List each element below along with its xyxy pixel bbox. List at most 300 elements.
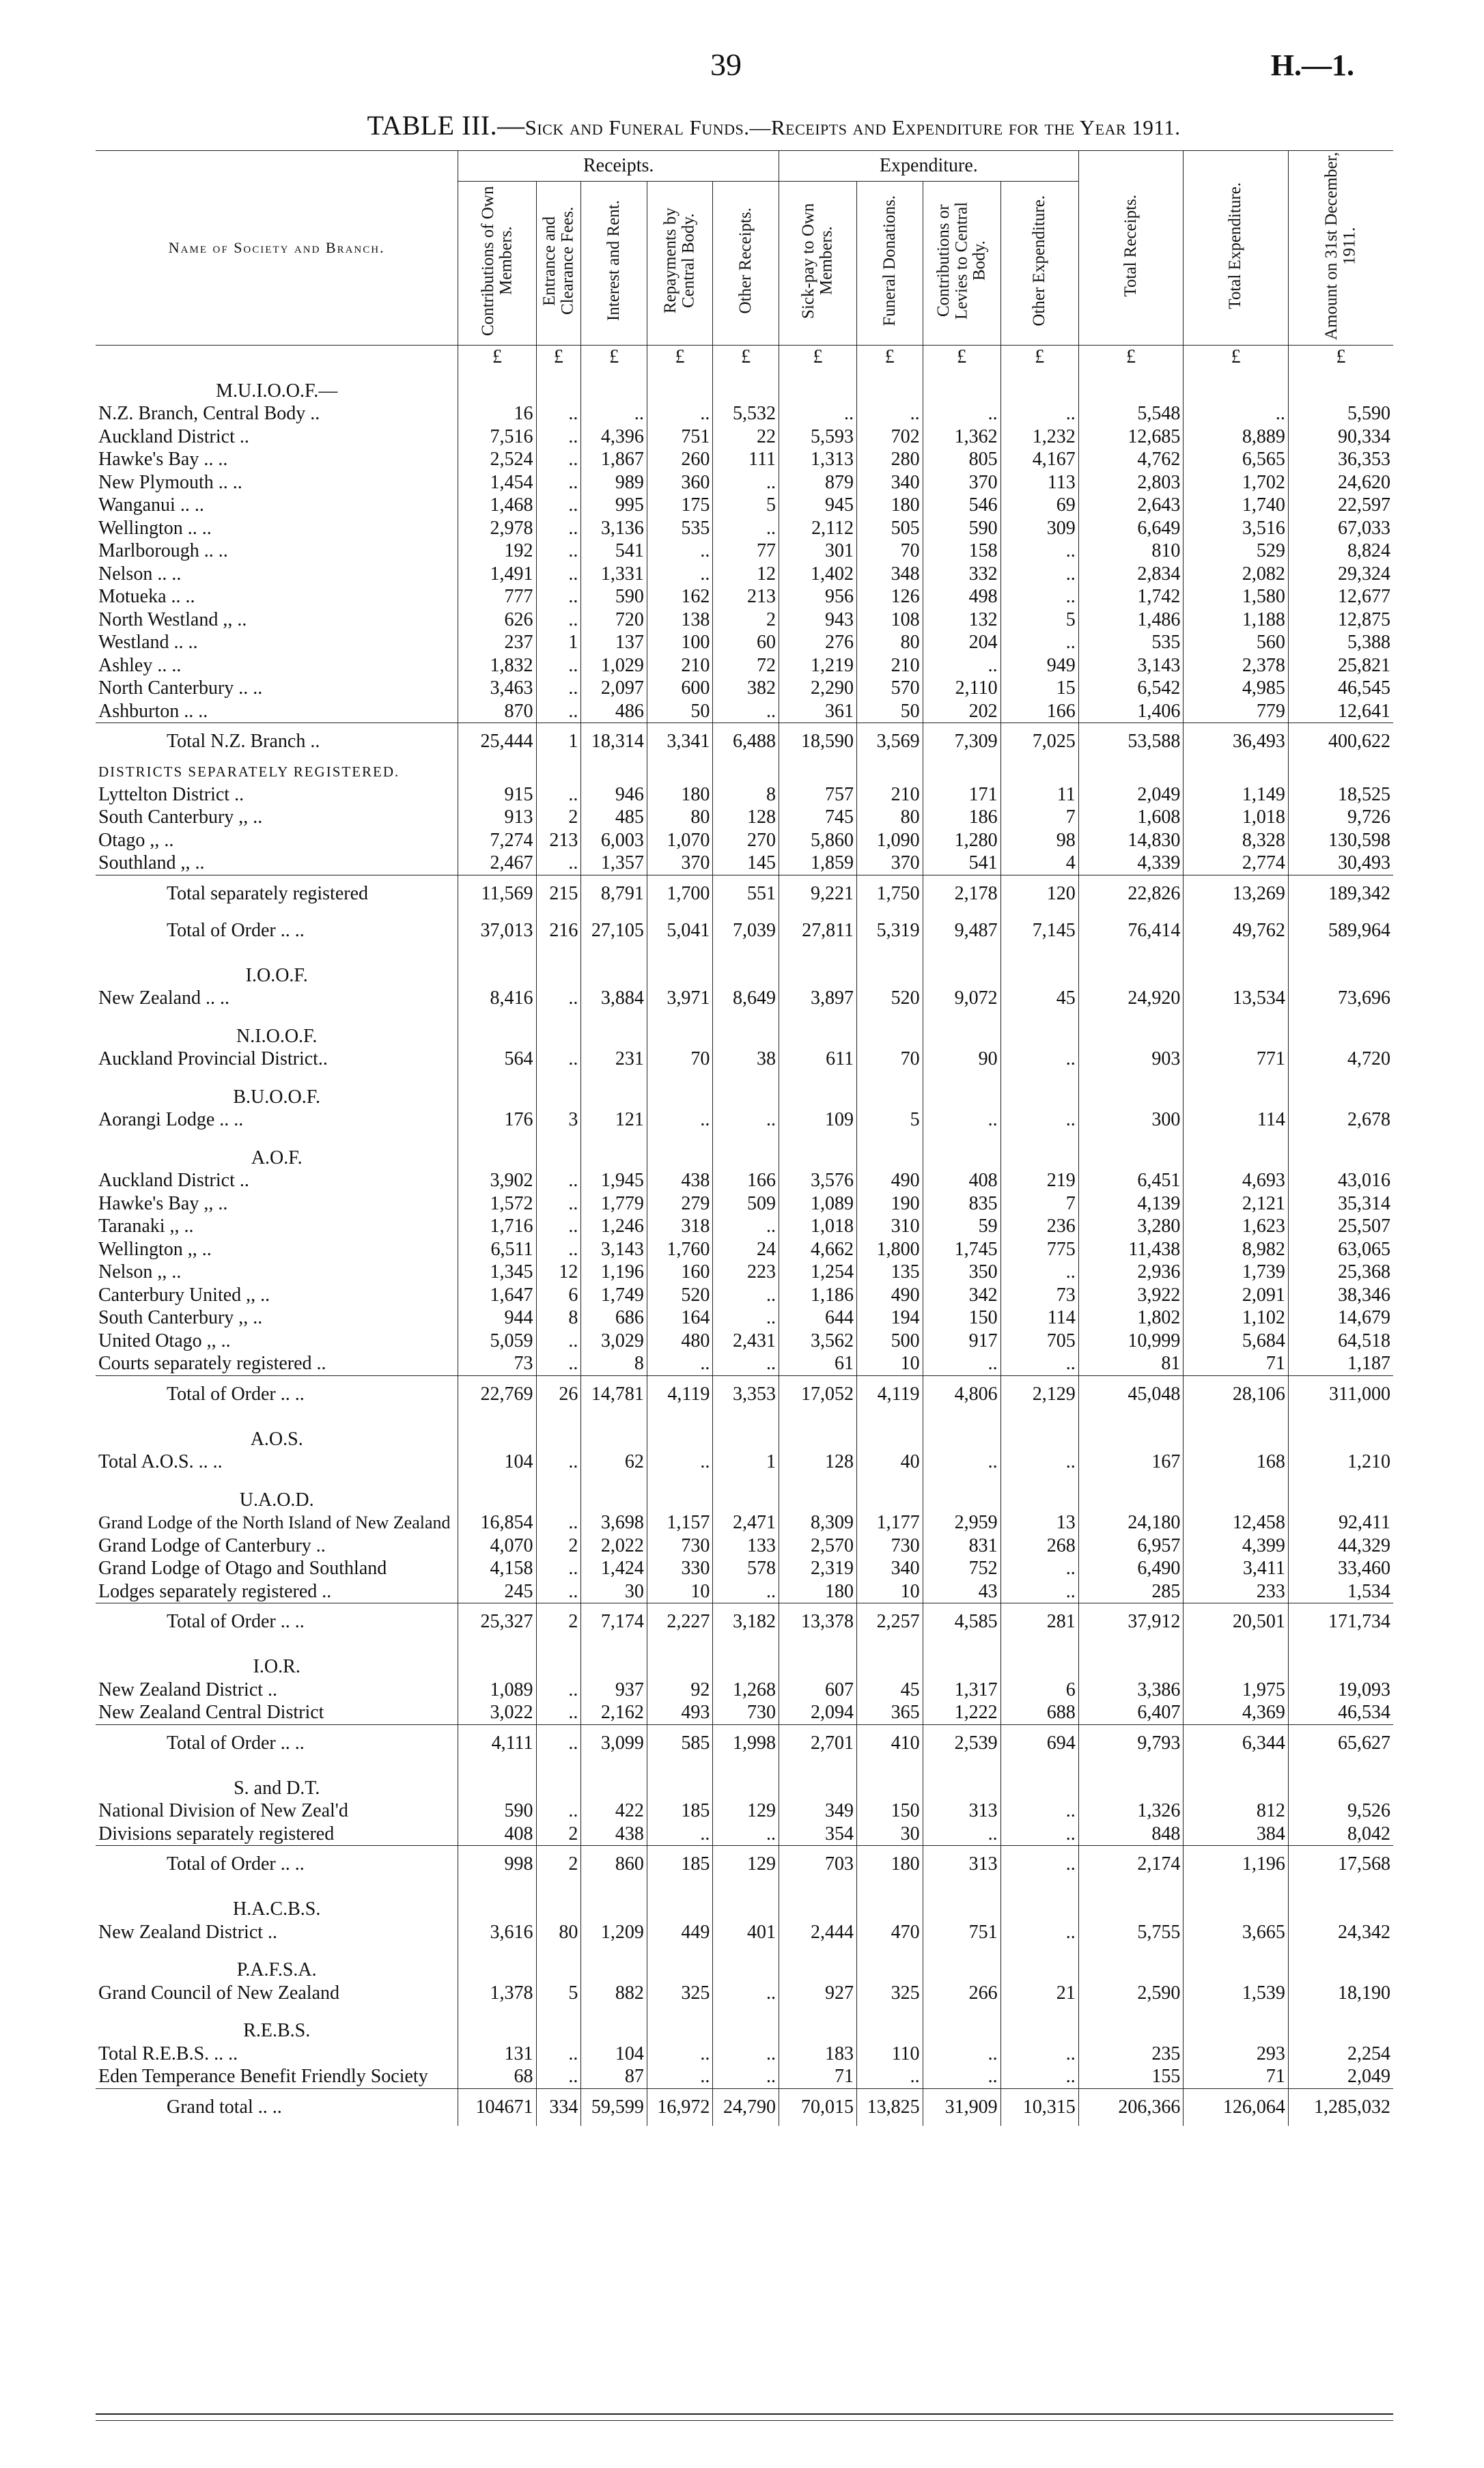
gap-cell <box>647 1640 713 1655</box>
value-cell <box>779 1655 856 1679</box>
value-cell: 4,762 <box>1078 448 1184 471</box>
value-cell: 24 <box>713 1238 779 1261</box>
value-cell: 22 <box>713 425 779 449</box>
value-cell: 779 <box>1184 700 1289 723</box>
total-row <box>96 723 1393 761</box>
value-cell <box>1184 1025 1289 1048</box>
value-cell <box>1184 1428 1289 1451</box>
value-cell: 20,501 <box>1184 1603 1289 1641</box>
gap-cell <box>713 1762 779 1777</box>
value-cell: 2,049 <box>1078 783 1184 807</box>
value-cell: 183 <box>779 2043 856 2066</box>
society-heading <box>96 1777 1393 1800</box>
total-row <box>96 1603 1393 1641</box>
value-cell: 185 <box>647 1799 713 1823</box>
gap-cell <box>1000 2004 1078 2019</box>
spacer-cell <box>458 369 536 380</box>
value-cell <box>1078 1777 1184 1800</box>
value-cell <box>1000 1025 1078 1048</box>
value-cell: 1,177 <box>857 1511 923 1534</box>
value-cell: 12,641 <box>1288 700 1393 723</box>
branch-row <box>96 1352 1393 1375</box>
value-cell <box>779 1898 856 1921</box>
value-cell: 45,048 <box>1078 1375 1184 1413</box>
value-cell: 2,022 <box>581 1534 647 1558</box>
table-title <box>163 109 1385 141</box>
value-cell: 2,678 <box>1288 1108 1393 1132</box>
branch-name: Wellington ,, .. <box>98 1238 212 1260</box>
value-cell <box>1078 1655 1184 1679</box>
unit-symbol: £ <box>1184 346 1289 369</box>
value-cell: 5,860 <box>779 829 856 852</box>
value-cell: 325 <box>857 1982 923 2005</box>
value-cell <box>923 1655 1000 1679</box>
value-cell: 365 <box>857 1701 923 1724</box>
value-cell: 3,971 <box>647 987 713 1010</box>
branch-name: Nelson .. .. <box>98 563 182 585</box>
value-cell: .. <box>713 1982 779 2005</box>
value-cell <box>1184 380 1289 403</box>
branch-name: Auckland District .. <box>98 425 249 447</box>
value-cell: 18,590 <box>779 723 856 761</box>
value-cell: 4,985 <box>1184 677 1289 700</box>
value-cell <box>713 1898 779 1921</box>
value-cell: 5,590 <box>1288 402 1393 425</box>
value-cell: 185 <box>647 1846 713 1883</box>
branch-name: New Zealand .. .. <box>98 987 230 1009</box>
sick-funeral-funds-table <box>96 150 1393 2126</box>
value-cell: .. <box>647 539 713 563</box>
value-cell <box>857 1898 923 1921</box>
total-row <box>96 1375 1393 1413</box>
spacer-cell <box>1288 369 1393 380</box>
value-cell <box>1078 2019 1184 2043</box>
value-cell: .. <box>1000 2065 1078 2088</box>
branch-row <box>96 1679 1393 1702</box>
value-cell: 7 <box>1000 806 1078 829</box>
value-cell: 213 <box>713 585 779 608</box>
value-cell: 50 <box>857 700 923 723</box>
gap-cell <box>1078 2004 1184 2019</box>
value-cell: 384 <box>1184 1823 1289 1846</box>
value-cell: 9,726 <box>1288 806 1393 829</box>
value-cell <box>1184 1086 1289 1109</box>
value-cell <box>1184 1489 1289 1512</box>
value-cell: 8,416 <box>458 987 536 1010</box>
value-cell: 1,157 <box>647 1511 713 1534</box>
gap-cell <box>581 2004 647 2019</box>
value-cell: .. <box>536 448 581 471</box>
value-cell <box>713 1655 779 1679</box>
value-cell: 370 <box>857 852 923 875</box>
total-expenditure-header: Total Expenditure. <box>1184 151 1289 346</box>
other-expenditure-header: Other Expenditure. <box>1000 182 1078 346</box>
gap-cell <box>96 1944 458 1959</box>
value-cell: 210 <box>647 654 713 677</box>
value-cell <box>713 1147 779 1170</box>
gap-cell <box>713 1071 779 1086</box>
value-cell: .. <box>1000 1108 1078 1132</box>
gap-cell <box>96 1132 458 1147</box>
value-cell: .. <box>536 1799 581 1823</box>
value-cell <box>581 1898 647 1921</box>
value-cell: 90 <box>923 1048 1000 1071</box>
value-cell: 204 <box>923 631 1000 654</box>
gap-cell <box>581 1944 647 1959</box>
value-cell <box>536 1898 581 1921</box>
gap-cell <box>923 2004 1000 2019</box>
gap-cell <box>458 1413 536 1428</box>
value-cell: 166 <box>713 1169 779 1192</box>
value-cell: 16,854 <box>458 1511 536 1534</box>
value-cell: .. <box>536 1215 581 1238</box>
value-cell: 14,679 <box>1288 1306 1393 1330</box>
value-cell <box>1000 1086 1078 1109</box>
value-cell: 6,542 <box>1078 677 1184 700</box>
value-cell: 5 <box>1000 608 1078 632</box>
branch-name: South Canterbury ,, .. <box>98 1307 263 1328</box>
branch-row <box>96 1306 1393 1330</box>
value-cell: 245 <box>458 1580 536 1603</box>
gap-cell <box>857 1474 923 1489</box>
value-cell: 19,093 <box>1288 1679 1393 1702</box>
value-cell: 180 <box>857 494 923 517</box>
value-cell <box>581 1086 647 1109</box>
gap-cell <box>647 1132 713 1147</box>
gap-cell <box>923 1132 1000 1147</box>
value-cell <box>536 760 581 783</box>
value-cell: 30 <box>581 1580 647 1603</box>
value-cell <box>536 1655 581 1679</box>
value-cell: 2,643 <box>1078 494 1184 517</box>
value-cell: 5,593 <box>779 425 856 449</box>
entrance-fees-header: Entrance and Clearance Fees. <box>536 182 581 346</box>
value-cell: 36,493 <box>1184 723 1289 761</box>
gap-cell <box>1184 1474 1289 1489</box>
value-cell: 8,042 <box>1288 1823 1393 1846</box>
value-cell <box>779 1428 856 1451</box>
value-cell: .. <box>536 783 581 807</box>
value-cell: 4 <box>1000 852 1078 875</box>
gap-cell <box>581 949 647 964</box>
value-cell: .. <box>923 2065 1000 2088</box>
branch-name: National Division of New Zeal'd <box>98 1800 348 1821</box>
society-name: U.A.O.D. <box>239 1489 314 1511</box>
value-cell <box>1288 1898 1393 1921</box>
value-cell <box>1288 1086 1393 1109</box>
value-cell: 71 <box>1184 2065 1289 2088</box>
value-cell: 25,821 <box>1288 654 1393 677</box>
value-cell: 30,493 <box>1288 852 1393 875</box>
value-cell <box>536 1086 581 1109</box>
bottom-rule-thin <box>96 2420 1393 2421</box>
value-cell: 2,834 <box>1078 563 1184 586</box>
value-cell: 21 <box>1000 1982 1078 2005</box>
gap-cell <box>96 949 458 964</box>
value-cell: 155 <box>1078 2065 1184 2088</box>
value-cell: 5 <box>857 1108 923 1132</box>
value-cell: 944 <box>458 1306 536 1330</box>
branch-row <box>96 700 1393 723</box>
value-cell: 7,039 <box>713 912 779 949</box>
value-cell: 138 <box>647 608 713 632</box>
value-cell: 215 <box>536 875 581 912</box>
gap-cell <box>779 1010 856 1025</box>
value-cell: 2,570 <box>779 1534 856 1558</box>
value-cell: 1,623 <box>1184 1215 1289 1238</box>
gap-cell <box>779 1944 856 1959</box>
value-cell: 1,832 <box>458 654 536 677</box>
value-cell: 998 <box>458 1846 536 1883</box>
value-cell <box>647 1489 713 1512</box>
value-cell: 160 <box>647 1261 713 1284</box>
value-cell: 342 <box>923 1284 1000 1307</box>
total-label: Total separately registered <box>96 875 458 912</box>
value-cell: 330 <box>647 1557 713 1580</box>
gap-cell <box>647 1762 713 1777</box>
branch-name: Grand Council of New Zealand <box>98 1982 339 2004</box>
value-cell: 104671 <box>458 2088 536 2126</box>
value-cell: 22,597 <box>1288 494 1393 517</box>
other-receipts-header: Other Receipts. <box>713 182 779 346</box>
branch-row <box>96 2043 1393 2066</box>
value-cell: 354 <box>779 1823 856 1846</box>
value-cell: 5,532 <box>713 402 779 425</box>
value-cell: 14,781 <box>581 1375 647 1413</box>
value-cell: 4,399 <box>1184 1534 1289 1558</box>
value-cell: 3,022 <box>458 1701 536 1724</box>
unit-symbol: £ <box>779 346 856 369</box>
total-label: Total of Order .. .. <box>96 1375 458 1413</box>
value-cell <box>647 1655 713 1679</box>
gap-cell <box>857 1640 923 1655</box>
value-cell: 541 <box>581 539 647 563</box>
value-cell: 1,188 <box>1184 608 1289 632</box>
value-cell <box>923 964 1000 987</box>
value-cell: 268 <box>1000 1534 1078 1558</box>
value-cell: 18,525 <box>1288 783 1393 807</box>
value-cell: 3,884 <box>581 987 647 1010</box>
value-cell: .. <box>923 1823 1000 1846</box>
total-row <box>96 875 1393 912</box>
value-cell: 158 <box>923 539 1000 563</box>
value-cell: 281 <box>1000 1603 1078 1641</box>
value-cell: 24,180 <box>1078 1511 1184 1534</box>
branch-row <box>96 1799 1393 1823</box>
value-cell: .. <box>647 1450 713 1474</box>
branch-name: New Zealand Central District <box>98 1702 324 1723</box>
value-cell: 194 <box>857 1306 923 1330</box>
value-cell: .. <box>536 563 581 586</box>
value-cell: 3,569 <box>857 723 923 761</box>
value-cell: 5 <box>713 494 779 517</box>
value-cell: 2 <box>536 1603 581 1641</box>
value-cell: 937 <box>581 1679 647 1702</box>
value-cell: 15 <box>1000 677 1078 700</box>
value-cell: .. <box>1000 1557 1078 1580</box>
value-cell: 44,329 <box>1288 1534 1393 1558</box>
value-cell: .. <box>1000 1048 1078 1071</box>
value-cell: .. <box>1000 1823 1078 1846</box>
value-cell: 3,280 <box>1078 1215 1184 1238</box>
value-cell: 956 <box>779 585 856 608</box>
value-cell <box>923 1086 1000 1109</box>
value-cell: .. <box>536 1724 581 1762</box>
branch-name: Hawke's Bay ,, .. <box>98 1192 228 1214</box>
value-cell: 10,999 <box>1078 1330 1184 1353</box>
value-cell: 490 <box>857 1169 923 1192</box>
value-cell: .. <box>1000 1261 1078 1284</box>
branch-name: New Zealand District .. <box>98 1679 278 1700</box>
value-cell: 180 <box>779 1580 856 1603</box>
value-cell: 470 <box>857 1921 923 1944</box>
value-cell: 92,411 <box>1288 1511 1393 1534</box>
value-cell: 546 <box>923 494 1000 517</box>
value-cell <box>713 1428 779 1451</box>
value-cell <box>857 1147 923 1170</box>
value-cell: 180 <box>857 1846 923 1883</box>
value-cell: 25,368 <box>1288 1261 1393 1284</box>
value-cell: 4,119 <box>647 1375 713 1413</box>
branch-name: North Canterbury .. .. <box>98 677 263 699</box>
gap-cell <box>458 1883 536 1898</box>
value-cell <box>1184 1655 1289 1679</box>
value-cell: 775 <box>1000 1238 1078 1261</box>
total-row <box>96 912 1393 949</box>
value-cell: 60 <box>713 631 779 654</box>
funeral-donations-header: Funeral Donations. <box>857 182 923 346</box>
value-cell: 7,025 <box>1000 723 1078 761</box>
gap-cell <box>96 1071 458 1086</box>
value-cell: 6,488 <box>713 723 779 761</box>
total-receipts-header: Total Receipts. <box>1078 151 1184 346</box>
value-cell <box>1000 760 1078 783</box>
value-cell: 1,317 <box>923 1679 1000 1702</box>
gap-cell <box>779 1474 856 1489</box>
value-cell: 2,097 <box>581 677 647 700</box>
branch-name: Canterbury United ,, .. <box>98 1284 270 1306</box>
value-cell: 2,471 <box>713 1511 779 1534</box>
value-cell: 509 <box>713 1192 779 1216</box>
branch-row <box>96 608 1393 632</box>
gap-cell <box>647 1010 713 1025</box>
value-cell <box>581 380 647 403</box>
value-cell: .. <box>647 1823 713 1846</box>
value-cell <box>1288 1777 1393 1800</box>
value-cell: 28,106 <box>1184 1375 1289 1413</box>
value-cell <box>713 760 779 783</box>
value-cell: 535 <box>1078 631 1184 654</box>
value-cell: .. <box>713 1580 779 1603</box>
value-cell: 11 <box>1000 783 1078 807</box>
spacer-cell <box>536 369 581 380</box>
value-cell: 64,518 <box>1288 1330 1393 1353</box>
value-cell: 2,162 <box>581 1701 647 1724</box>
value-cell: 77 <box>713 539 779 563</box>
value-cell <box>647 380 713 403</box>
value-cell: 213 <box>536 829 581 852</box>
value-cell: 590 <box>923 517 1000 540</box>
value-cell: 2,257 <box>857 1603 923 1641</box>
sick-pay-header: Sick-pay to Own Members. <box>779 182 856 346</box>
value-cell: 17,568 <box>1288 1846 1393 1883</box>
value-cell: 805 <box>923 448 1000 471</box>
value-cell: 589,964 <box>1288 912 1393 949</box>
value-cell: .. <box>536 1450 581 1474</box>
value-cell: 848 <box>1078 1823 1184 1846</box>
gap-cell <box>1078 1640 1184 1655</box>
value-cell: 16,972 <box>647 2088 713 2126</box>
value-cell: 361 <box>779 700 856 723</box>
value-cell: 422 <box>581 1799 647 1823</box>
branch-row <box>96 1169 1393 1192</box>
value-cell: 12,685 <box>1078 425 1184 449</box>
value-cell: 1,187 <box>1288 1352 1393 1375</box>
value-cell: .. <box>1000 1846 1078 1883</box>
gap-cell <box>1000 1944 1078 1959</box>
spacer-cell <box>713 369 779 380</box>
branch-row <box>96 425 1393 449</box>
value-cell: 2 <box>536 1534 581 1558</box>
value-cell: 293 <box>1184 2043 1289 2066</box>
value-cell: 9,072 <box>923 987 1000 1010</box>
value-cell: 285 <box>1078 1580 1184 1603</box>
value-cell: 33,460 <box>1288 1557 1393 1580</box>
gap-cell <box>713 1010 779 1025</box>
gap-cell <box>1288 1132 1393 1147</box>
value-cell: .. <box>923 1450 1000 1474</box>
gap-cell <box>1000 949 1078 964</box>
gap-cell <box>713 1944 779 1959</box>
value-cell: 73 <box>458 1352 536 1375</box>
value-cell: 1 <box>536 723 581 761</box>
value-cell: 70 <box>857 1048 923 1071</box>
value-cell: 4,139 <box>1078 1192 1184 1216</box>
value-cell <box>647 1025 713 1048</box>
value-cell: .. <box>536 1192 581 1216</box>
value-cell: 25,444 <box>458 723 536 761</box>
value-cell: 3,182 <box>713 1603 779 1641</box>
value-cell: .. <box>536 402 581 425</box>
value-cell: .. <box>713 2065 779 2088</box>
value-cell: 332 <box>923 563 1000 586</box>
value-cell: 59,599 <box>581 2088 647 2126</box>
value-cell: 349 <box>779 1799 856 1823</box>
gap-cell <box>1000 1413 1078 1428</box>
value-cell: 325 <box>647 1982 713 2005</box>
value-cell <box>647 1777 713 1800</box>
gap-cell <box>536 1010 581 1025</box>
society-heading <box>96 1147 1393 1170</box>
value-cell: 25,507 <box>1288 1215 1393 1238</box>
value-cell <box>1000 1777 1078 1800</box>
value-cell: 176 <box>458 1108 536 1132</box>
gap-cell <box>1184 1132 1289 1147</box>
value-cell <box>1000 1655 1078 1679</box>
gap-cell <box>1078 1071 1184 1086</box>
gap-cell <box>458 1762 536 1777</box>
value-cell: 3,616 <box>458 1921 536 1944</box>
gap-cell <box>857 1010 923 1025</box>
gap-cell <box>713 1413 779 1428</box>
value-cell: 1,700 <box>647 875 713 912</box>
value-cell <box>458 964 536 987</box>
name-column-header: Name of Society and Branch. <box>96 151 458 346</box>
branch-name: Ashburton .. .. <box>98 700 208 722</box>
value-cell: 27,105 <box>581 912 647 949</box>
value-cell: .. <box>923 1108 1000 1132</box>
gap-cell <box>1078 1413 1184 1428</box>
